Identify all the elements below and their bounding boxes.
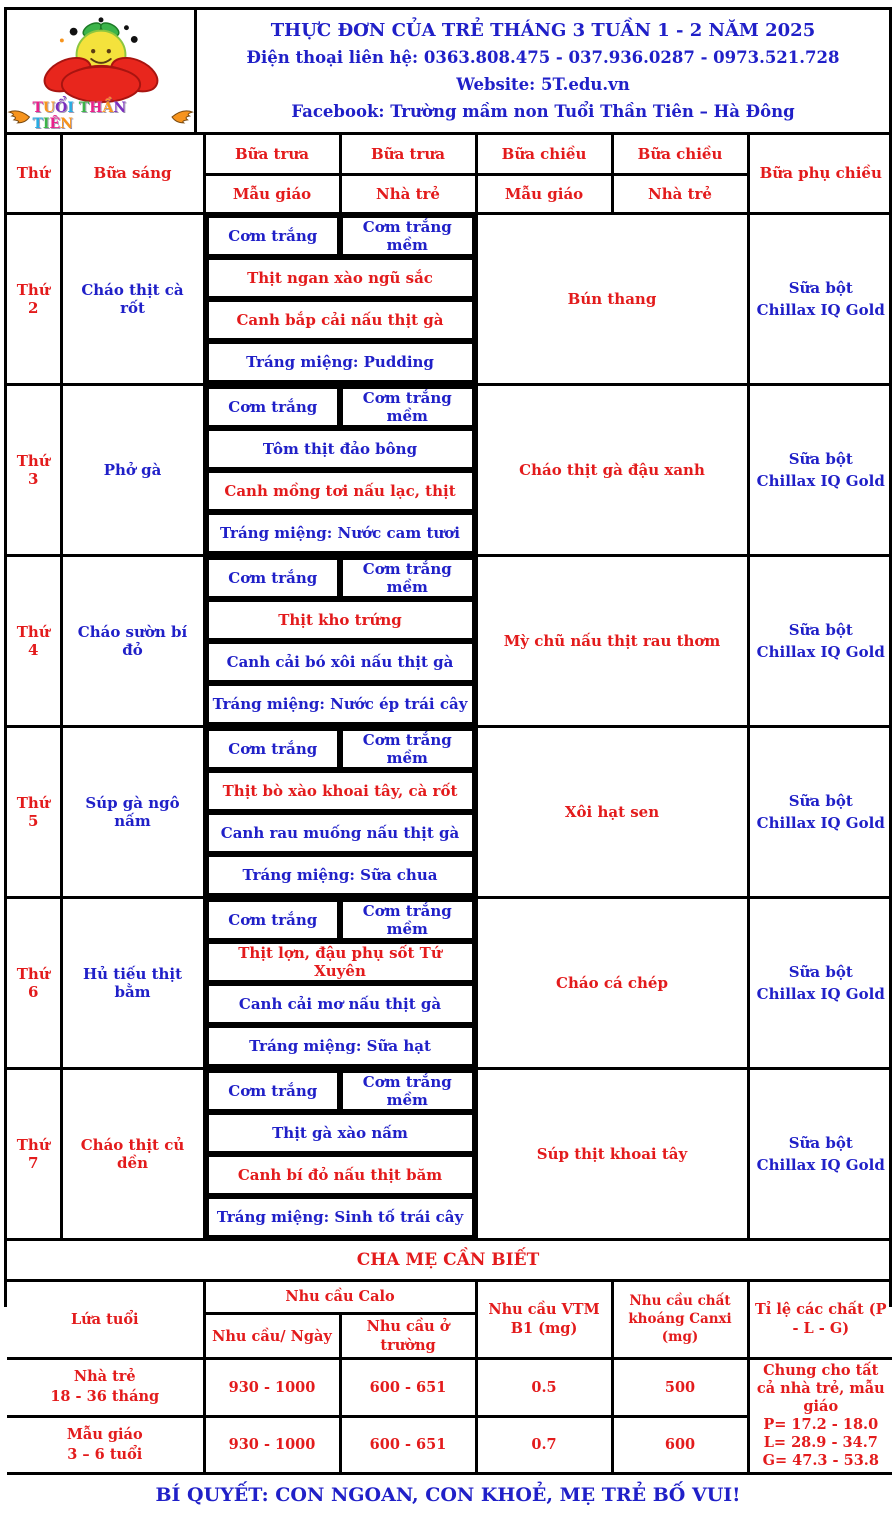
nutrition-row-nursery (7, 1359, 892, 1417)
lunch-rice-kindergarten: Cơm trắng (206, 728, 341, 770)
age-column-header: Lứa tuổi (7, 1282, 204, 1359)
afternoon-cell: Xôi hạt sen (476, 726, 748, 897)
menu-row-monday (7, 213, 892, 384)
lunch-rice-nursery: Cơm trắng mềm (340, 899, 475, 941)
day-label: Thứ 7 (7, 1068, 61, 1239)
lunch-rice-nursery: Cơm trắng mềm (340, 1070, 475, 1112)
subheader-nursery: Nhà trẻ (612, 174, 748, 213)
right-wing-icon (171, 108, 195, 124)
day-label: Thứ 5 (7, 726, 61, 897)
age-group-cell: Mẫu giáo 3 – 6 tuổi (7, 1416, 204, 1474)
lunch-main-dish: Thịt ngan xào ngũ sắc (206, 257, 475, 299)
afternoon-cell: Bún thang (476, 213, 748, 384)
calo-day-value: 930 - 1000 (204, 1359, 340, 1417)
menu-document (4, 7, 892, 1506)
canxi-column-header: Nhu cầu chất khoáng Canxi (mg) (612, 1282, 748, 1359)
school-logo (7, 10, 197, 132)
menu-row-tuesday (7, 384, 892, 555)
nutrition-table (7, 1282, 892, 1476)
col-header-afternoon-kg: Bữa chiều (476, 135, 612, 174)
lunch-main-dish: Thịt kho trứng (206, 599, 475, 641)
vtm-value: 0.5 (476, 1359, 612, 1417)
parents-section-banner: CHA MẸ CẦN BIẾT (7, 1241, 889, 1282)
col-header-lunch-nursery: Bữa trưa (340, 135, 476, 174)
lunch-dessert: Tráng miệng: Sữa chua (206, 854, 475, 896)
col-header-afternoon-nursery: Bữa chiều (612, 135, 748, 174)
breakfast-cell: Cháo sườn bí đỏ (61, 555, 204, 726)
lunch-rice-nursery: Cơm trắng mềm (340, 557, 475, 599)
canxi-value: 600 (612, 1416, 748, 1474)
lunch-cell (204, 726, 476, 897)
lunch-rice-kindergarten: Cơm trắng (206, 1070, 341, 1112)
ratio-values-cell: Chung cho tất cả nhà trẻ, mẫu giáo P= 17.2 - 18.0 L= 28.9 - 34.7 G= 47.3 - 53.8 (748, 1359, 892, 1474)
left-wing-icon (7, 108, 31, 124)
subheader-nursery: Nhà trẻ (340, 174, 476, 213)
day-label: Thứ 4 (7, 555, 61, 726)
day-label: Thứ 6 (7, 897, 61, 1068)
lunch-main-dish: Thịt bò xào khoai tây, cà rốt (206, 770, 475, 812)
calo-school-value: 600 - 651 (340, 1359, 476, 1417)
menu-row-saturday (7, 1068, 892, 1239)
lunch-soup: Canh mồng tơi nấu lạc, thịt (206, 470, 475, 512)
snack-cell: Sữa bột Chillax IQ Gold (748, 726, 892, 897)
col-header-lunch-kg: Bữa trưa (204, 135, 340, 174)
lunch-rice-kindergarten: Cơm trắng (206, 899, 341, 941)
calo-day-value: 930 - 1000 (204, 1416, 340, 1474)
lunch-soup: Canh bắp cải nấu thịt gà (206, 299, 475, 341)
breakfast-cell: Cháo thịt củ dền (61, 1068, 204, 1239)
breakfast-cell: Hủ tiếu thịt bằm (61, 897, 204, 1068)
lunch-dessert: Tráng miệng: Sinh tố trái cây (206, 1196, 475, 1238)
ratio-column-header: Tỉ lệ các chất (P - L - G) (748, 1282, 892, 1359)
lunch-cell (204, 213, 476, 384)
age-group-cell: Nhà trẻ 18 - 36 tháng (7, 1359, 204, 1417)
snack-cell: Sữa bột Chillax IQ Gold (748, 1068, 892, 1239)
subheader-kindergarten: Mẫu giáo (204, 174, 340, 213)
col-header-breakfast: Bữa sáng (61, 135, 204, 213)
lunch-main-dish: Thịt gà xào nấm (206, 1112, 475, 1154)
breakfast-cell: Phở gà (61, 384, 204, 555)
lunch-cell (204, 1068, 476, 1239)
lunch-soup: Canh cải mơ nấu thịt gà (206, 983, 475, 1025)
lunch-rice-kindergarten: Cơm trắng (206, 386, 341, 428)
snack-cell: Sữa bột Chillax IQ Gold (748, 213, 892, 384)
lunch-dessert: Tráng miệng: Pudding (206, 341, 475, 383)
mascot-logo-icon (26, 14, 176, 104)
col-header-snack: Bữa phụ chiều (748, 135, 892, 213)
day-label: Thứ 3 (7, 384, 61, 555)
menu-row-friday (7, 897, 892, 1068)
breakfast-cell: Cháo thịt cà rốt (61, 213, 204, 384)
logo-wordmark: TUỔI THẦN TIÊN (32, 100, 127, 132)
lunch-rice-nursery: Cơm trắng mềm (340, 386, 475, 428)
subheader-kindergarten: Mẫu giáo (476, 174, 612, 213)
lunch-dessert: Tráng miệng: Nước cam tươi (206, 512, 475, 554)
afternoon-cell: Cháo thịt gà đậu xanh (476, 384, 748, 555)
page-title: THỰC ĐƠN CỦA TRẺ THÁNG 3 TUẦN 1 - 2 NĂM 2025 (270, 20, 816, 41)
lunch-cell (204, 897, 476, 1068)
vtm-value: 0.7 (476, 1416, 612, 1474)
lunch-soup: Canh cải bó xôi nấu thịt gà (206, 641, 475, 683)
lunch-rice-kindergarten: Cơm trắng (206, 557, 341, 599)
lunch-rice-nursery: Cơm trắng mềm (340, 215, 475, 257)
facebook-line: Facebook: Trường mầm non Tuổi Thần Tiên – Hà Đông (291, 102, 795, 121)
lunch-dessert: Tráng miệng: Sữa hạt (206, 1025, 475, 1067)
day-label: Thứ 2 (7, 213, 61, 384)
lunch-dessert: Tráng miệng: Nước ép trái cây (206, 683, 475, 725)
menu-row-thursday (7, 726, 892, 897)
afternoon-cell: Súp thịt khoai tây (476, 1068, 748, 1239)
vtm-column-header: Nhu cầu VTM B1 (mg) (476, 1282, 612, 1359)
document-title-block (197, 10, 889, 132)
lunch-main-dish: Thịt lợn, đậu phụ sốt Tứ Xuyên (206, 941, 475, 983)
snack-cell: Sữa bột Chillax IQ Gold (748, 897, 892, 1068)
document-header (7, 10, 889, 135)
lunch-main-dish: Tôm thịt đảo bông (206, 428, 475, 470)
canxi-value: 500 (612, 1359, 748, 1417)
afternoon-cell: Mỳ chũ nấu thịt rau thơm (476, 555, 748, 726)
lunch-rice-nursery: Cơm trắng mềm (340, 728, 475, 770)
lunch-rice-kindergarten: Cơm trắng (206, 215, 341, 257)
calo-school-value: 600 - 651 (340, 1416, 476, 1474)
lunch-cell (204, 555, 476, 726)
snack-cell: Sữa bột Chillax IQ Gold (748, 384, 892, 555)
calo-day-subheader: Nhu cầu/ Ngày (204, 1314, 340, 1359)
calo-school-subheader: Nhu cầu ở trường (340, 1314, 476, 1359)
calo-column-header: Nhu cầu Calo (204, 1282, 476, 1314)
contact-phone: Điện thoại liên hệ: 0363.808.475 - 037.936.0287 - 0973.521.728 (246, 48, 840, 67)
website-line: Website: 5T.edu.vn (456, 75, 630, 94)
breakfast-cell: Súp gà ngô nấm (61, 726, 204, 897)
snack-cell: Sữa bột Chillax IQ Gold (748, 555, 892, 726)
afternoon-cell: Cháo cá chép (476, 897, 748, 1068)
col-header-day: Thứ (7, 135, 61, 213)
lunch-soup: Canh rau muống nấu thịt gà (206, 812, 475, 854)
menu-row-wednesday (7, 555, 892, 726)
footer-slogan: BÍ QUYẾT: CON NGOAN, CON KHOẺ, MẸ TRẺ BỐ VUI! (155, 1483, 741, 1506)
lunch-cell (204, 384, 476, 555)
lunch-soup: Canh bí đỏ nấu thịt băm (206, 1154, 475, 1196)
weekly-menu-table (7, 135, 892, 1241)
